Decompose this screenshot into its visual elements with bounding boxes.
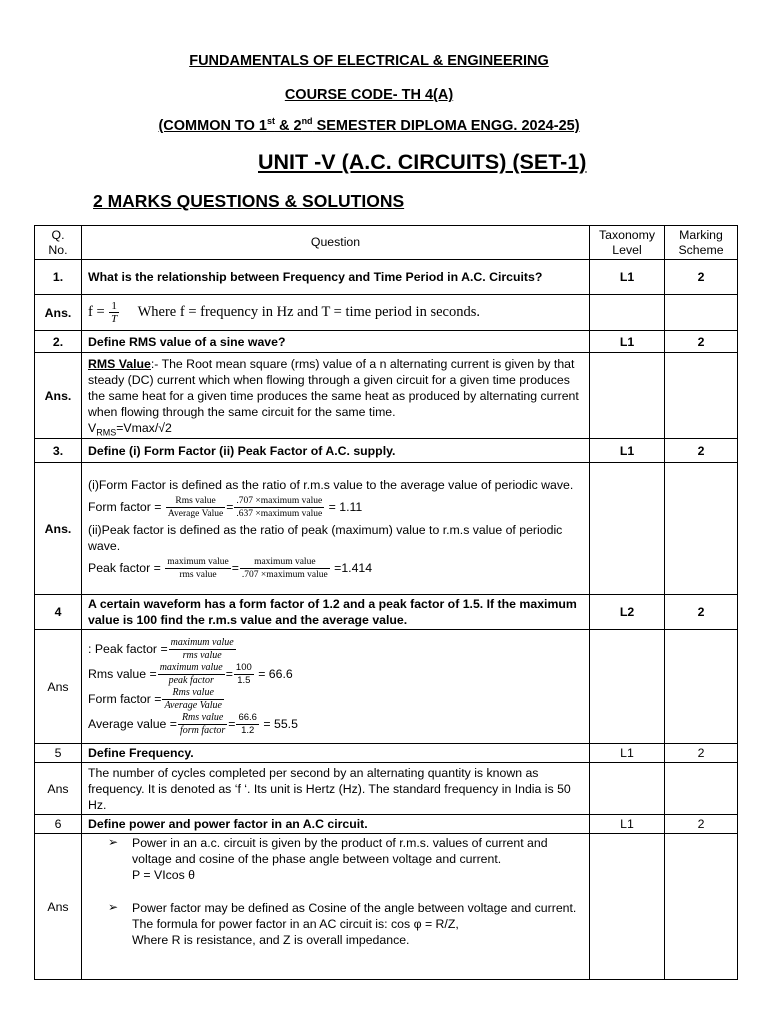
course-title: FUNDAMENTALS OF ELECTRICAL & ENGINEERING [189, 53, 549, 69]
fraction: $\frac{\text{maximum value}}{\text{rms value}}$ [167, 557, 229, 580]
q-number: 3. [35, 439, 82, 463]
answer-row-2 [35, 353, 738, 439]
ans-label: Ans [35, 834, 82, 980]
q-level: L1 [590, 815, 665, 834]
question-row-6 [35, 815, 738, 834]
fraction: $\frac{66.6}{1.2}$ [238, 711, 257, 736]
fraction: $\frac{\text{Rms value}}{\text{Average Value}}$ [164, 686, 222, 711]
q-number: 5 [35, 744, 82, 763]
q-marks: 2 [665, 439, 738, 463]
fraction: $\frac{\text{maximum value}}{\text{peak factor}}$ [159, 661, 223, 686]
q-marks: 2 [665, 260, 738, 295]
empty-cell [665, 295, 738, 331]
q-number: 4 [35, 595, 82, 630]
question-row-1 [35, 260, 738, 295]
section-subtitle: 2 MARKS QUESTIONS & SOLUTIONS [93, 191, 405, 211]
answer-row-3 [35, 463, 738, 595]
fraction: $\frac{\text{.707 ×maximum value}}{\text{.637 ×maximum value}}$ [236, 496, 323, 519]
ans-label: Ans. [35, 295, 82, 331]
q-text: Define Frequency. [82, 744, 590, 763]
fraction: $\frac{\text{maximum value}}{\text{.707 ×maximum value}}$ [241, 557, 328, 580]
q-level: L1 [590, 439, 665, 463]
empty-cell [665, 463, 738, 595]
ans-label: Ans [35, 763, 82, 815]
fraction: $\frac{\text{Rms value}}{\text{Average Value}}$ [167, 496, 224, 519]
fraction: $\frac{100}{1.5}$ [235, 661, 252, 686]
answer-text: (i)Form Factor is defined as the ratio of r.m.s value to the average value of periodic wave. Form factor = $\frac{\text{Rms value}}{\text{Average Value}}$ = $\frac{\text{.707 ×maximum value}}{\text{.637 ×maximum value}}$ = 1.11 (ii)Peak factor is defined as the ratio of peak (maximum) value to r.m.s value of periodic wave. Peak factor = $\frac{\text{maximum value}}{\text{rms value}}$ = $\frac{\text{maximum value}}{\text{.707 ×maximum value}}$ =1.414 [82, 463, 590, 595]
empty-cell [590, 763, 665, 815]
list-item: ➢ Power in an a.c. circuit is given by the product of r.m.s. values of current and voltage and cosine of the phase angle between voltage and current. P = VIcos θ [108, 835, 548, 882]
q-level: L1 [590, 331, 665, 353]
empty-cell [665, 353, 738, 439]
answer-text: f = $\frac{1}{T}$ Where f = frequency in Hz and T = time period in seconds. [82, 295, 590, 331]
q-text: Define (i) Form Factor (ii) Peak Factor of A.C. supply. [82, 439, 590, 463]
ans-label: Ans. [35, 353, 82, 439]
empty-cell [590, 834, 665, 980]
question-row-2 [35, 331, 738, 353]
empty-cell [590, 353, 665, 439]
q-marks: 2 [665, 331, 738, 353]
unit-heading: UNIT -V (A.C. CIRCUITS) (SET-1) [258, 150, 587, 174]
q-number: 1. [35, 260, 82, 295]
empty-cell [665, 834, 738, 980]
answer-text: The number of cycles completed per second by an alternating quantity is known as frequency. It is denoted as ‘f ‘. Its unit is Hertz (Hz). The standard frequency in India is 50 Hz. [82, 763, 590, 815]
list-item: ➢ Power factor may be defined as Cosine of the angle between voltage and current. The formula for power factor in an AC circuit is: cos φ = R/Z, Where R is resistance, and Z is overall impedance. [108, 900, 577, 947]
answer-row-5 [35, 763, 738, 815]
empty-cell [590, 295, 665, 331]
fraction: $\frac{\text{maximum value}}{\text{rms value}}$ [170, 636, 234, 661]
question-row-4 [35, 595, 738, 630]
q-level: L1 [590, 744, 665, 763]
ans-label: Ans [35, 630, 82, 744]
header-question: Question [82, 226, 590, 260]
answer-row-4 [35, 630, 738, 744]
empty-cell [590, 630, 665, 744]
q-level: L1 [590, 260, 665, 295]
q-number: 2. [35, 331, 82, 353]
empty-cell [590, 463, 665, 595]
answer-row-1 [35, 295, 738, 331]
bullet-list [88, 835, 583, 948]
q-marks: 2 [665, 595, 738, 630]
q-text: Define power and power factor in an A.C circuit. [82, 815, 590, 834]
header-taxonomy: Taxonomy Level [590, 226, 665, 260]
arrow-bullet-icon: ➢ [108, 900, 119, 914]
table-header-row [35, 226, 738, 260]
question-row-5 [35, 744, 738, 763]
q-marks: 2 [665, 744, 738, 763]
header-qno: Q. No. [35, 226, 82, 260]
answer-text: RMS Value:- The Root mean square (rms) value of a n alternating current is given by that steady (DC) current which when flowing through a given circuit for a given time produces the same heat for a given time produces the same heat as produced by alternating current when flowing through the same circuit for the same time. $V_{RMS}=Vmax/√2$ [82, 353, 590, 439]
answer-row-6 [35, 834, 738, 980]
q-level: L2 [590, 595, 665, 630]
arrow-bullet-icon: ➢ [108, 835, 119, 849]
header-marking: Marking Scheme [665, 226, 738, 260]
ans-label: Ans. [35, 463, 82, 595]
question-row-3 [35, 439, 738, 463]
fraction: $\frac{\text{Rms value}}{\text{form factor}}$ [180, 711, 226, 736]
course-code: COURSE CODE- TH 4(A) [284, 87, 454, 103]
semester-line: (COMMON TO 1st & 2nd SEMESTER DIPLOMA ENGG. 2024-25) [158, 116, 580, 134]
q-text: Define RMS value of a sine wave? [82, 331, 590, 353]
answer-text: : Peak factor = $\frac{\text{maximum value}}{\text{rms value}}$ Rms value = $\frac{\text{maximum value}}{\text{peak factor}}$ = $\frac{100}{1.5}$ = 66.6 Form factor = $\frac{\text{Rms value}}{\text{Average Value}}$ Average value = $\frac{\text{Rms value}}{\text{form factor}}$ = $\frac{66.6}{1.2}$ = 55.5 [82, 630, 590, 744]
q-text: A certain waveform has a form factor of 1.2 and a peak factor of 1.5. If the maximum value is 100 find the r.m.s value and the average value. [82, 595, 590, 630]
answer-text [82, 834, 590, 980]
qa-table [34, 225, 738, 980]
q-text: What is the relationship between Frequency and Time Period in A.C. Circuits? [82, 260, 590, 295]
empty-cell [665, 630, 738, 744]
q-number: 6 [35, 815, 82, 834]
fraction: $\frac{1}{T}$ [111, 300, 118, 325]
q-marks: 2 [665, 815, 738, 834]
empty-cell [665, 763, 738, 815]
